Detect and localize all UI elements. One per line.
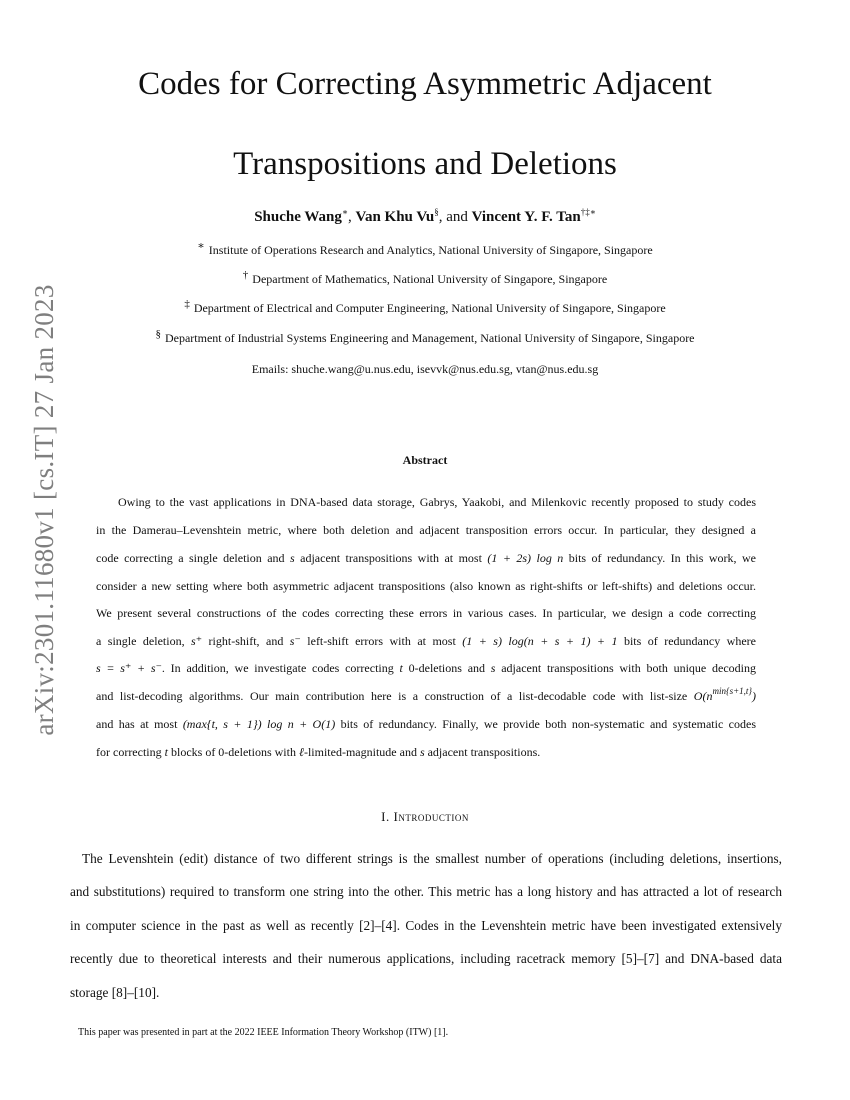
affiliation-mark: ∗ bbox=[197, 240, 205, 252]
affiliation bbox=[0, 271, 850, 288]
section-heading bbox=[0, 808, 850, 826]
math-inline: s bbox=[490, 661, 496, 675]
abstract-line: consider a new setting where both asymmetric adjacent transpositions (also known as right-shifts or left-shifts) and deletions occur. bbox=[96, 579, 756, 593]
abstract-heading: Abstract bbox=[402, 453, 448, 467]
arxiv-identifier-stamp: arXiv:2301.11680v1 [cs.IT] 27 Jan 2023 bbox=[29, 284, 59, 736]
math-superscript: min{s+1,t} bbox=[712, 686, 752, 696]
section-title: Introduction bbox=[393, 809, 469, 824]
abstract-line bbox=[96, 660, 756, 676]
abstract-text: bits of redundancy where bbox=[617, 634, 756, 648]
affiliation bbox=[0, 300, 850, 317]
author-name: Van Khu Vu bbox=[355, 209, 435, 225]
math-inline: ) bbox=[752, 689, 756, 703]
abstract-text: adjacent transpositions. bbox=[424, 745, 541, 759]
author-separator: , and bbox=[438, 209, 472, 225]
body-line: and substitutions) required to transform one string into the other. This metric has a long history and has attracted a lot of research bbox=[70, 884, 782, 899]
author-list bbox=[0, 207, 850, 227]
affiliation-mark: ‡ bbox=[184, 298, 190, 310]
abstract-text: left-shift errors with at most bbox=[300, 634, 463, 648]
abstract-text: adjacent transpositions with both unique decoding bbox=[495, 661, 756, 675]
abstract-text: . In addition, we investigate codes correcting bbox=[161, 661, 400, 675]
author-name: Shuche Wang bbox=[254, 209, 342, 225]
abstract-text: blocks of 0-deletions with bbox=[167, 745, 299, 759]
section-number: I. bbox=[381, 809, 394, 824]
math-inline: s = s⁺ + s⁻ bbox=[96, 661, 162, 675]
math-inline: (max{t, s + 1}) log n + O(1) bbox=[182, 717, 336, 731]
affiliation-text: Department of Electrical and Computer Engineering, National University of Singapore, Singapore bbox=[193, 301, 666, 315]
affiliation bbox=[0, 242, 850, 259]
math-inline: (1 + s) log(n + s + 1) + 1 bbox=[462, 634, 618, 648]
abstract-line bbox=[96, 550, 756, 566]
author-name: Vincent Y. F. Tan bbox=[471, 209, 581, 225]
abstract-text: and list-decoding algorithms. Our main contribution here is a construction of a list-decodable code with list-size bbox=[96, 689, 694, 703]
abstract-line bbox=[96, 716, 756, 732]
paper-title-line-1: Codes for Correcting Asymmetric Adjacent bbox=[138, 66, 712, 102]
math-inline: s bbox=[290, 551, 295, 565]
abstract-text: -limited-magnitude and bbox=[303, 745, 420, 759]
affiliation-mark: § bbox=[155, 328, 161, 340]
body-line: storage [8]–[10]. bbox=[70, 985, 160, 1000]
math-inline: s bbox=[419, 745, 425, 759]
abstract-text: code correcting a single deletion and bbox=[96, 551, 290, 565]
math-inline: (1 + 2s) log n bbox=[487, 551, 564, 565]
math-inline: t bbox=[164, 745, 168, 759]
abstract-text: right-shift, and bbox=[202, 634, 290, 648]
abstract-text: 0-deletions and bbox=[402, 661, 491, 675]
author-affiliation-mark: ∗ bbox=[341, 207, 348, 217]
abstract-line: We present several constructions of the codes correcting these errors in various cases. In particular, we design a code correcting bbox=[96, 606, 756, 620]
body-line: The Levenshtein (edit) distance of two different strings is the smallest number of operations (including deletions, insertions, bbox=[82, 851, 782, 866]
affiliation-text: Institute of Operations Research and Analytics, National University of Singapore, Singapore bbox=[208, 243, 653, 257]
abstract-text: for correcting bbox=[96, 745, 165, 759]
abstract-text: a single deletion, bbox=[96, 634, 192, 648]
body-line: recently due to theoretical interests and their numerous applications, including racetrack memory [5]–[7] and DNA-based data bbox=[70, 951, 782, 966]
abstract-text: bits of redundancy. Finally, we provide both non-systematic and systematic codes bbox=[335, 717, 756, 731]
author-emails: Emails: shuche.wang@u.nus.edu, isevvk@nus.edu.sg, vtan@nus.edu.sg bbox=[251, 362, 599, 376]
author-separator: , bbox=[348, 209, 356, 225]
abstract-line bbox=[96, 633, 756, 649]
affiliation-text: Department of Mathematics, National University of Singapore, Singapore bbox=[252, 272, 608, 286]
author-affiliation-mark: § bbox=[434, 207, 439, 217]
footnote: This paper was presented in part at the 2022 IEEE Information Theory Workshop (ITW) [1]. bbox=[78, 1027, 449, 1038]
body-line: in computer science in the past as well as recently [2]–[4]. Codes in the Levenshtein metric have been investigated extensively bbox=[70, 918, 782, 933]
math-inline: ℓ bbox=[298, 745, 304, 759]
abstract-line: in the Damerau–Levenshtein metric, where both deletion and adjacent transposition errors occur. In particular, they designed a bbox=[96, 523, 756, 537]
abstract-text: bits of redundancy. In this work, we bbox=[563, 551, 756, 565]
affiliation bbox=[0, 330, 850, 347]
abstract-line: Owing to the vast applications in DNA-based data storage, Gabrys, Yaakobi, and Milenkovic recently proposed to study codes bbox=[118, 495, 756, 509]
author-affiliation-mark: †‡∗ bbox=[580, 207, 596, 217]
paper-title-line-2: Transpositions and Deletions bbox=[233, 146, 617, 182]
affiliation-mark: † bbox=[242, 269, 249, 281]
math-inline: s⁻ bbox=[289, 634, 301, 648]
math-inline: s⁺ bbox=[191, 634, 203, 648]
abstract-text: adjacent transpositions with at most bbox=[294, 551, 488, 565]
math-inline: O(n bbox=[693, 689, 713, 703]
abstract-text: and has at most bbox=[96, 717, 183, 731]
abstract-line bbox=[96, 744, 756, 760]
abstract-line bbox=[96, 688, 756, 704]
math-inline: t bbox=[399, 661, 403, 675]
affiliation-text: Department of Industrial Systems Engineering and Management, National University of Singapore, Singapore bbox=[164, 331, 695, 345]
